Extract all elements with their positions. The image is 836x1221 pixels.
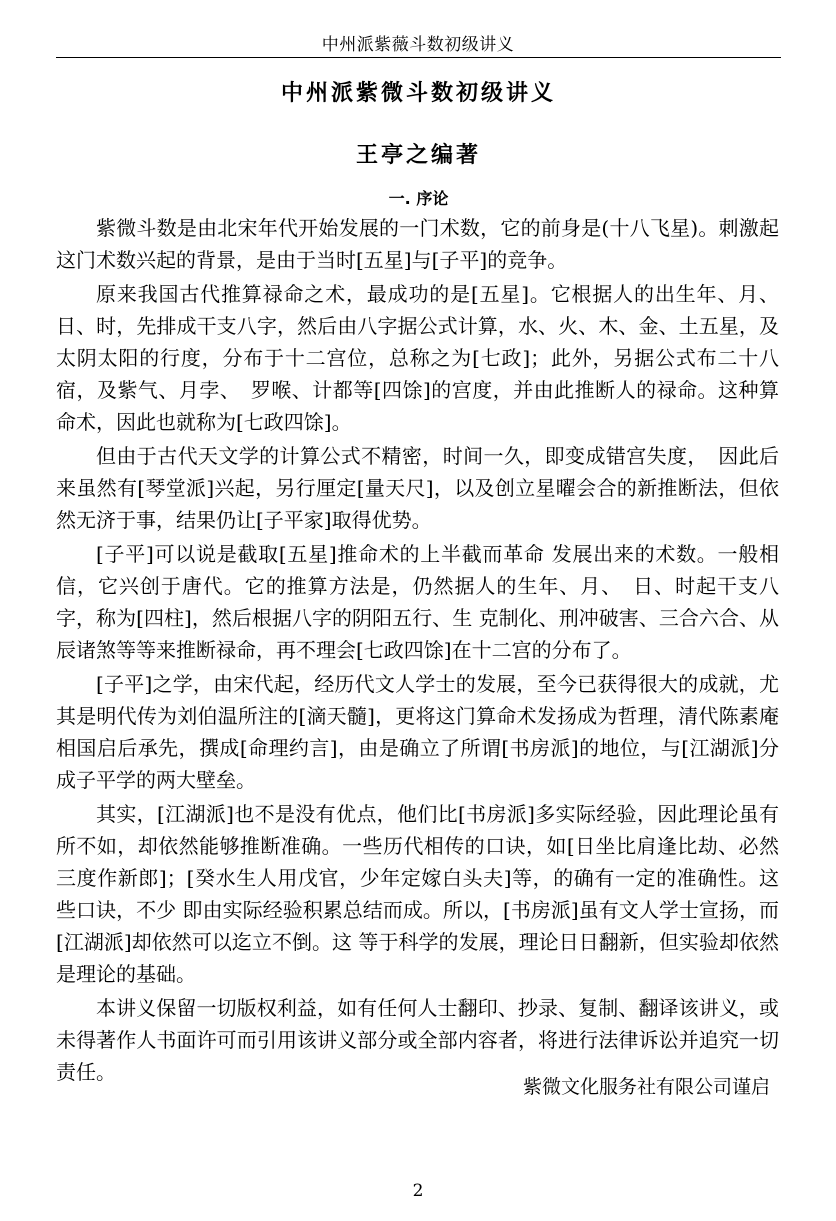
- body-text: [56, 212, 779, 1090]
- signature: 紫微文化服务社有限公司谨启: [522, 1076, 770, 1098]
- paragraph: [子平]之学，由宋代起，经历代文人学士的发展，至今已获得很大的成就，尤其是明代传为刘伯温所注的[滴天髓]，更将这门算命术发扬成为哲理，清代陈素庵相国启后承先，撰成[命理约言]，由是确立了所谓[书房派]的地位，与[江湖派]分成子平学的两大壁垒。: [56, 672, 779, 792]
- document-title: 中州派紫微斗数初级讲义: [280, 81, 556, 106]
- running-header: 中州派紫薇斗数初级讲义: [321, 35, 515, 55]
- paragraph: 紫微斗数是由北宋年代开始发展的一门术数，它的前身是(十八飞星)。刺激起这门术数兴起的背景，是由于当时[五星]与[子平]的竞争。: [56, 216, 779, 272]
- paragraph: 但由于古代天文学的计算公式不精密，时间一久，即变成错宫失度， 因此后来虽然有[琴堂派]兴起，另行厘定[量天尺]，以及创立星曜会合的新推断法，但依然无济于事，结果仍让[子平家]取得优势。: [56, 444, 779, 532]
- section-heading: 一. 序论: [388, 189, 449, 208]
- page-number: 2: [412, 1181, 424, 1201]
- paragraph: 本讲义保留一切版权利益，如有任何人士翻印、抄录、复制、翻译该讲义，或未得著作人书面许可而引用该讲义部分或全部内容者，将进行法律诉讼并追究一切责任。: [56, 996, 779, 1084]
- paragraph: 其实，[江湖派]也不是没有优点，他们比[书房派]多实际经验，因此理论虽有所不如，却依然能够推断准确。一些历代相传的口诀，如[日坐比肩逢比劫、必然三度作新郎]；[癸水生人用戊官，少年定嫁白头夫]等，的确有一定的准确性。这些口诀，不少 即由实际经验积累总结而成。所以，[书房派]虽有文人学士宣扬，而[江湖派]却依然可以迄立不倒。这 等于科学的发展，理论日日翻新，但实验却依然是理论的基础。: [56, 802, 779, 986]
- author-line: 王亭之编著: [355, 143, 481, 168]
- header-divider: [56, 57, 781, 58]
- paragraph: [子平]可以说是截取[五星]推命术的上半截而革命 发展出来的术数。一般相信，它兴创于唐代。它的推算方法是，仍然据人的生年、月、 日、时起干支八字，称为[四柱]，然后根据八字的阴阳五行、生 克制化、刑冲破害、三合六合、从辰诸煞等等来推断禄命，再不理会[七政四馀]在十二宫的分布了。: [56, 542, 779, 662]
- paragraph: 原来我国古代推算禄命之术，最成功的是[五星]。它根据人的出生年、月、日、时，先排成干支八字，然后由八字据公式计算，水、火、木、金、土五星，及太阴太阳的行度，分布于十二宫位，总称之为[七政]；此外，另据公式布二十八宿，及紫气、月孛、 罗喉、计都等[四馀]的宫度，并由此推断人的禄命。这种算命术，因此也就称为[七政四馀]。: [56, 282, 779, 434]
